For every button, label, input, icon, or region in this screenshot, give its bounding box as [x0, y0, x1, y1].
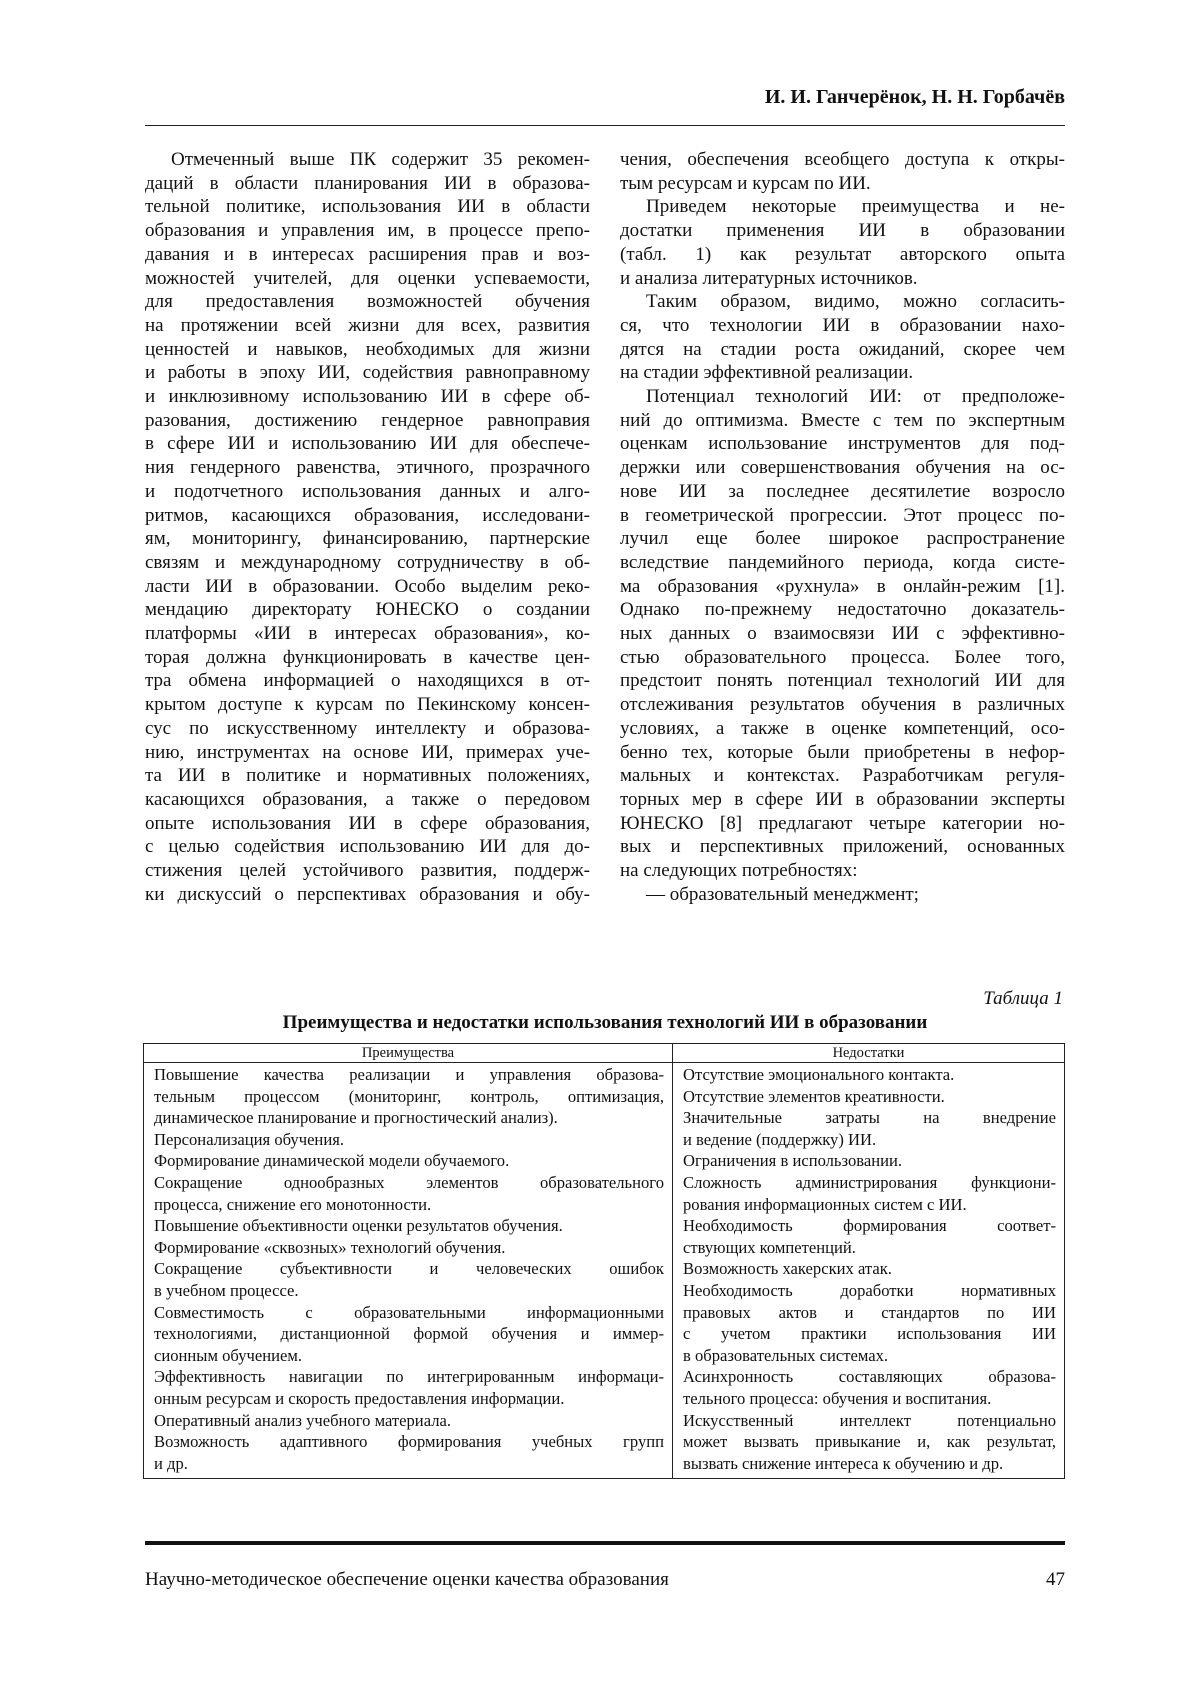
paragraph-line: сус по искусственному интеллекту и образова- — [145, 717, 590, 741]
paragraph-line: нию, инструментах на основе ИИ, примерах уче- — [145, 741, 590, 765]
disadvantages-cell — [673, 1063, 1065, 1479]
paragraph-line: дятся на стадии роста ожиданий, скорее чем — [620, 338, 1065, 362]
paragraph-line: крытом доступе к курсам по Пекинскому консен- — [145, 693, 590, 717]
advantages-cell — [144, 1063, 673, 1479]
advantages-item-line: сионным обучением. — [154, 1345, 664, 1367]
paragraph-line: ям, мониторингу, финансированию, партнерские — [145, 527, 590, 551]
paragraph-line: (табл. 1) как результат авторского опыта — [620, 243, 1065, 267]
paragraph-line: Потенциал технологий ИИ: от предположе- — [620, 385, 1065, 409]
footer-rule — [145, 1541, 1065, 1545]
paragraph-line: ценностей и навыков, необходимых для жизни — [145, 338, 590, 362]
disadvantages-item-line: и ведение (поддержку) ИИ. — [683, 1129, 1056, 1151]
disadvantages-item-line: Отсутствие эмоционального контакта. — [683, 1064, 1056, 1086]
paragraph-line: и инклюзивному использованию ИИ в сфере об- — [145, 385, 590, 409]
right-text-column — [620, 148, 1065, 907]
paragraph-line: оценкам использование инструментов для под- — [620, 432, 1065, 456]
paragraph-line: Таким образом, видимо, можно согласить- — [620, 290, 1065, 314]
paragraph-line: и работы в эпоху ИИ, содействия равноправному — [145, 361, 590, 385]
advantages-item-line: технологиями, дистанционной формой обучения и иммер- — [154, 1323, 664, 1345]
paragraph-line: стижения целей устойчивого развития, поддерж- — [145, 859, 590, 883]
paragraph-line: в сфере ИИ и использованию ИИ для обеспече- — [145, 432, 590, 456]
paragraph-line: ния гендерного равенства, этичного, прозрачного — [145, 456, 590, 480]
paragraph-line: вследствие пандемийного периода, когда систе- — [620, 551, 1065, 575]
paragraph-line: условиях, а также в оценке компетенций, осо- — [620, 717, 1065, 741]
advantages-item-line: тельным процессом (мониторинг, контроль, оптимизация, — [154, 1086, 664, 1108]
advantages-item-line: онным ресурсам и скорость предоставления информации. — [154, 1388, 664, 1410]
advantages-item-line: Возможность адаптивного формирования учебных групп — [154, 1431, 664, 1453]
disadvantages-item-line: Возможность хакерских атак. — [683, 1258, 1056, 1280]
paragraph-line: в геометрической прогрессии. Этот процесс по- — [620, 504, 1065, 528]
paragraph-line: ЮНЕСКО [8] предлагают четыре категории но- — [620, 812, 1065, 836]
advantages-item-line: Повышение качества реализации и управления образова- — [154, 1064, 664, 1086]
advantages-item-line: Формирование «сквозных» технологий обучения. — [154, 1237, 664, 1259]
paragraph-line: разования, достижению гендерное равноправия — [145, 409, 590, 433]
paragraph-line: Отмеченный выше ПК содержит 35 рекомен- — [145, 148, 590, 172]
disadvantages-item-line: Необходимость доработки нормативных — [683, 1280, 1056, 1302]
disadvantages-item-line: Отсутствие элементов креативности. — [683, 1086, 1056, 1108]
paragraph-line: та ИИ в политике и нормативных положениях, — [145, 764, 590, 788]
advantages-item-line: и др. — [154, 1453, 664, 1475]
advantages-item-line: Совместимость с образовательными информационными — [154, 1302, 664, 1324]
advantages-item-line: Формирование динамической модели обучаемого. — [154, 1150, 664, 1172]
paragraph-line: чения, обеспечения всеобщего доступа к откры- — [620, 148, 1065, 172]
running-header-authors: И. И. Ганчерёнок, Н. Н. Горбачёв — [765, 86, 1065, 109]
left-text-column — [145, 148, 590, 907]
advantages-item-line: динамическое планирование и прогностический анализ). — [154, 1107, 664, 1129]
paragraph-line: давания и в интересах расширения прав и воз- — [145, 243, 590, 267]
footer-journal-title: Научно-методическое обеспечение оценки качества образования — [145, 1569, 669, 1591]
table-title: Преимущества и недостатки использования технологий ИИ в образовании — [145, 1012, 1065, 1034]
paragraph-line: лучил еще более широкое распространение — [620, 527, 1065, 551]
paragraph-line: бенно тех, которые были приобретены в нефор- — [620, 741, 1065, 765]
paragraph-line: ки дискуссий о перспективах образования и обу- — [145, 883, 590, 907]
paragraph-line: держки или совершенствования обучения на ос- — [620, 456, 1065, 480]
table-header-disadvantages: Недостатки — [673, 1044, 1065, 1063]
table-caption: Таблица 1 — [983, 988, 1063, 1010]
paragraph-line: ний до оптимизма. Вместе с тем по экспертным — [620, 409, 1065, 433]
paragraph-line: предстоит понять потенциал технологий ИИ для — [620, 669, 1065, 693]
paragraph-line: на следующих потребностях: — [620, 859, 1065, 883]
disadvantages-item-line: с учетом практики использования ИИ — [683, 1323, 1056, 1345]
paragraph-line: даций в области планирования ИИ в образова- — [145, 172, 590, 196]
paragraph-line: мендацию директорату ЮНЕСКО о создании — [145, 598, 590, 622]
paragraph-line: Однако по-прежнему недостаточно доказатель- — [620, 598, 1065, 622]
advantages-item-line: Сокращение однообразных элементов образовательного — [154, 1172, 664, 1194]
page-number: 47 — [1046, 1569, 1065, 1591]
disadvantages-item-line: рования информационных систем с ИИ. — [683, 1194, 1056, 1216]
paragraph-line: касающихся образования, а также о передовом — [145, 788, 590, 812]
paragraph-line: — образовательный менеджмент; — [620, 883, 1065, 907]
paragraph-line: с целью содействия использованию ИИ для до- — [145, 835, 590, 859]
paragraph-line: образования и управления им, в процессе препо- — [145, 219, 590, 243]
advantages-item-line: процесса, снижение его монотонности. — [154, 1194, 664, 1216]
paragraph-line: для предоставления возможностей обучения — [145, 290, 590, 314]
paragraph-line: торая должна функционировать в качестве цен- — [145, 646, 590, 670]
header-rule — [145, 125, 1065, 126]
paragraph-line: ся, что технологии ИИ в образовании нахо- — [620, 314, 1065, 338]
paragraph-line: ритмов, касающихся образования, исследовани- — [145, 504, 590, 528]
paragraph-line: нове ИИ за последнее десятилетие возросло — [620, 480, 1065, 504]
disadvantages-item-line: Необходимость формирования соответ- — [683, 1215, 1056, 1237]
advantages-item-line: Повышение объективности оценки результатов обучения. — [154, 1215, 664, 1237]
advantages-disadvantages-table — [143, 1043, 1065, 1479]
disadvantages-item-line: Искусственный интеллект потенциально — [683, 1410, 1056, 1432]
disadvantages-item-line: вызвать снижение интереса к обучению и др. — [683, 1453, 1056, 1475]
paragraph-line: платформы «ИИ в интересах образования», ко- — [145, 622, 590, 646]
paragraph-line: на стадии эффективной реализации. — [620, 361, 1065, 385]
paragraph-line: связям и международному сотрудничеству в об- — [145, 551, 590, 575]
disadvantages-item-line: тельного процесса: обучения и воспитания. — [683, 1388, 1056, 1410]
disadvantages-item-line: Сложность администрирования функциони- — [683, 1172, 1056, 1194]
paragraph-line: достатки применения ИИ в образовании — [620, 219, 1065, 243]
paragraph-line: отслеживания результатов обучения в различных — [620, 693, 1065, 717]
paragraph-line: и подотчетного использования данных и алго- — [145, 480, 590, 504]
paragraph-line: тра обмена информацией о находящихся в от- — [145, 669, 590, 693]
disadvantages-item-line: может вызвать привыкание и, как результат, — [683, 1431, 1056, 1453]
paragraph-line: ласти ИИ в образовании. Особо выделим реко- — [145, 575, 590, 599]
disadvantages-item-line: Асинхронность составляющих образова- — [683, 1366, 1056, 1388]
disadvantages-item-line: правовых актов и стандартов по ИИ — [683, 1302, 1056, 1324]
advantages-item-line: Сокращение субъективности и человеческих ошибок — [154, 1258, 664, 1280]
disadvantages-item-line: ствующих компетенций. — [683, 1237, 1056, 1259]
paragraph-line: ных данных о взаимосвязи ИИ с эффективно- — [620, 622, 1065, 646]
paragraph-line: Приведем некоторые преимущества и не- — [620, 195, 1065, 219]
paragraph-line: стью образовательного процесса. Более того, — [620, 646, 1065, 670]
paragraph-line: и анализа литературных источников. — [620, 267, 1065, 291]
advantages-item-line: Персонализация обучения. — [154, 1129, 664, 1151]
paragraph-line: опыте использования ИИ в сфере образования, — [145, 812, 590, 836]
disadvantages-item-line: Ограничения в использовании. — [683, 1150, 1056, 1172]
advantages-item-line: Оперативный анализ учебного материала. — [154, 1410, 664, 1432]
advantages-item-line: Эффективность навигации по интегрированным информаци- — [154, 1366, 664, 1388]
advantages-item-line: в учебном процессе. — [154, 1280, 664, 1302]
paragraph-line: мальных и контекстах. Разработчикам регуля- — [620, 764, 1065, 788]
paragraph-line: на протяжении всей жизни для всех, развития — [145, 314, 590, 338]
paragraph-line: торных мер в сфере ИИ в образовании эксперты — [620, 788, 1065, 812]
paragraph-line: ма образования «рухнула» в онлайн-режим [1]. — [620, 575, 1065, 599]
paragraph-line: вых и перспективных приложений, основанных — [620, 835, 1065, 859]
paragraph-line: тым ресурсам и курсам по ИИ. — [620, 172, 1065, 196]
disadvantages-item-line: в образовательных системах. — [683, 1345, 1056, 1367]
paragraph-line: можностей учителей, для оценки успеваемости, — [145, 267, 590, 291]
disadvantages-item-line: Значительные затраты на внедрение — [683, 1107, 1056, 1129]
paragraph-line: тельной политике, использования ИИ в области — [145, 195, 590, 219]
table-header-advantages: Преимущества — [144, 1044, 673, 1063]
